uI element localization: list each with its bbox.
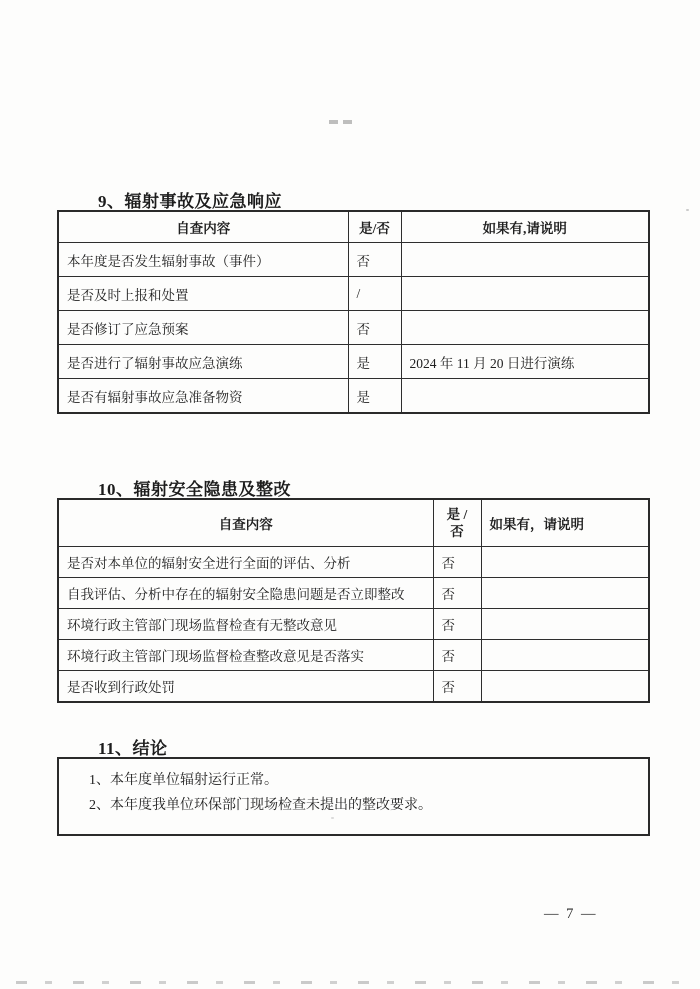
explanation-value [481,671,649,703]
yes-no-value: 否 [433,671,481,703]
yes-no-value: 否 [348,311,401,345]
self-check-item: 是否修订了应急预案 [58,311,348,345]
table-row [58,379,649,414]
self-check-item: 环境行政主管部门现场监督检查有无整改意见 [58,609,433,640]
self-check-item: 是否有辐射事故应急准备物资 [58,379,348,414]
col-header-self-check-content: 自查内容 [58,499,433,547]
self-check-item: 自我评估、分析中存在的辐射安全隐患问题是否立即整改 [58,578,433,609]
scan-speck [686,209,689,211]
col-header-self-check-content: 自查内容 [58,211,348,243]
table-header-row [58,211,649,243]
table-row [58,578,649,609]
explanation-value: 2024 年 11 月 20 日进行演练 [401,345,649,379]
section-9-heading: 9、辐射事故及应急响应 [98,192,282,211]
section-10-heading: 10、辐射安全隐患及整改 [98,480,291,499]
table-row [58,277,649,311]
explanation-value [481,640,649,671]
scan-bleed-line [16,981,684,984]
yes-no-value: / [348,277,401,311]
yes-no-value: 否 [433,578,481,609]
self-check-item: 是否进行了辐射事故应急演练 [58,345,348,379]
page-number: — 7 — [544,906,598,922]
section-11-heading: 11、结论 [98,739,168,758]
explanation-value [401,277,649,311]
yes-no-header-line2: 否 [450,524,464,539]
yes-no-value: 否 [348,243,401,277]
self-check-item: 本年度是否发生辐射事故（事件） [58,243,348,277]
explanation-value [481,578,649,609]
col-header-explanation: 如果有，请说明 [481,499,649,547]
yes-no-value: 是 [348,379,401,414]
table-row [58,345,649,379]
section-10-table [57,498,650,703]
self-check-item: 是否收到行政处罚 [58,671,433,703]
explanation-value [401,311,649,345]
section-9-table [57,210,650,414]
yes-no-value: 否 [433,547,481,578]
col-header-yes-no: 是/否 [348,211,401,243]
table-row [58,671,649,703]
table-row [58,609,649,640]
yes-no-value: 是 [348,345,401,379]
explanation-value [481,547,649,578]
col-header-yes-no [433,499,481,547]
yes-no-value: 否 [433,640,481,671]
yes-no-value: 否 [433,609,481,640]
scan-smudge [329,120,355,124]
explanation-value [401,379,649,414]
table-row [58,547,649,578]
self-check-item: 是否对本单位的辐射安全进行全面的评估、分析 [58,547,433,578]
table-header-row [58,499,649,547]
conclusion-box [57,757,650,836]
self-check-item: 环境行政主管部门现场监督检查整改意见是否落实 [58,640,433,671]
self-check-item: 是否及时上报和处置 [58,277,348,311]
col-header-explanation: 如果有,请说明 [401,211,649,243]
yes-no-header-line1: 是 / [446,507,468,522]
table-row [58,311,649,345]
conclusion-line-2: 2、本年度我单位环保部门现场检查未提出的整改要求。 [89,798,432,813]
table-row [58,243,649,277]
conclusion-line-1: 1、本年度单位辐射运行正常。 [89,773,278,788]
table-row [58,640,649,671]
explanation-value [401,243,649,277]
explanation-value [481,609,649,640]
